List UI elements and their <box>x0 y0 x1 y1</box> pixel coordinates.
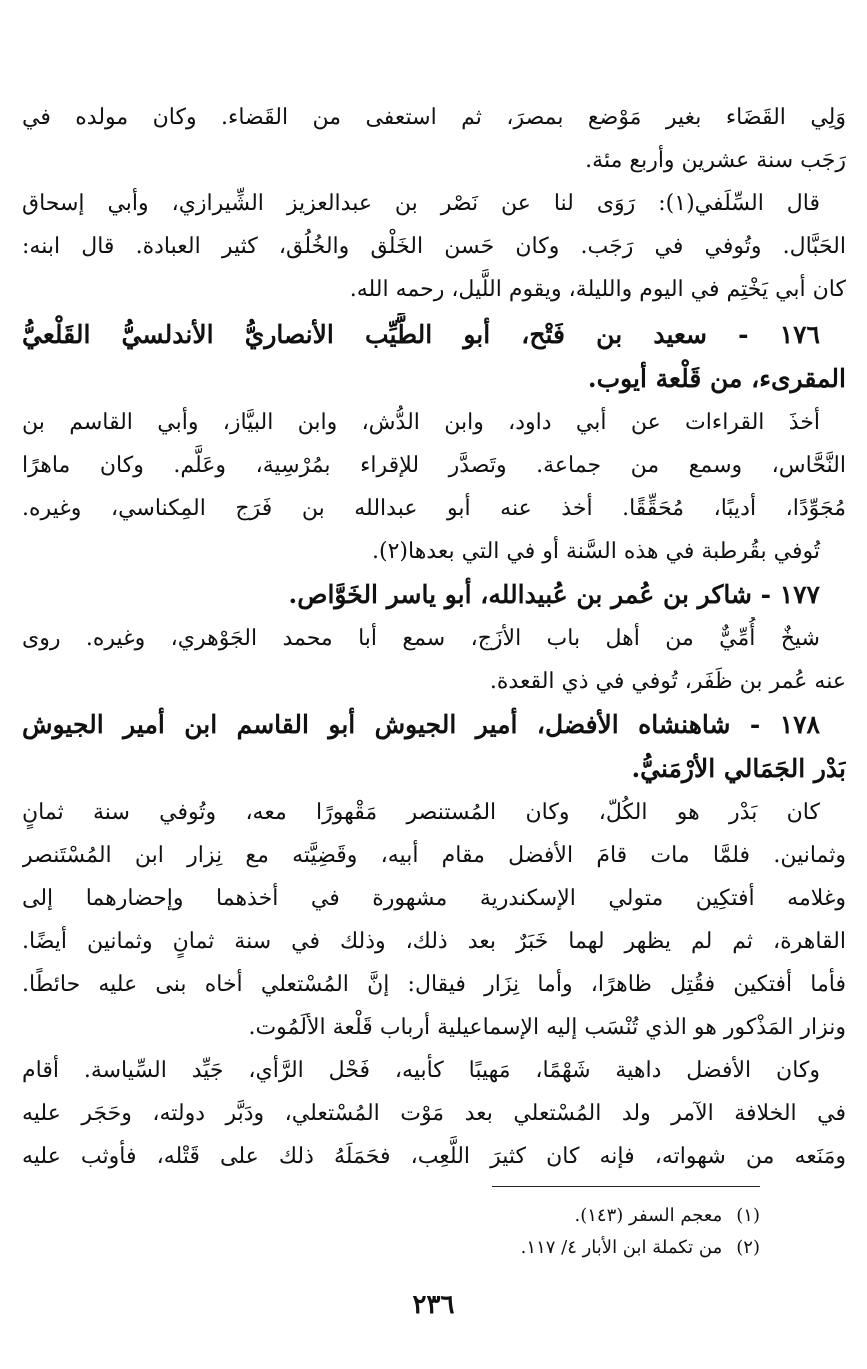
entry-heading-line: ١٧٦ - سعيد بن فَتْح، أبو الطَّيِّب الأنصاريُّ الأندلسيُّ القَلْعيُّ <box>22 320 820 349</box>
footnote-number: (١) <box>736 1205 760 1226</box>
text-line: وَلِي القَضَاء بغير مَوْضع بمصرَ، ثم استعفى من القَضاء. وكان مولده في <box>22 105 846 130</box>
footnote-text: من تكملة ابن الأبار ٤/ ١١٧. <box>520 1237 723 1258</box>
text-line: الحَبَّال. وتُوفي في رَجَب. وكان حَسن الخَلْق والخُلُق، كثير العبادة. قال ابنه: <box>22 234 846 259</box>
text-line: القاهرة، ثم لم يظهر لهما خَبَرٌ بعد ذلك، وذلك في سنة ثمانٍ وثمانين أيضًا. <box>22 929 846 954</box>
text-line: ومَنَعه من شهواته، فإنه كان كثيرَ اللَّعِب، فحَمَلَهُ ذلك على قَتْله، فأوثب عليه <box>22 1144 846 1169</box>
text-line: أخذَ القراءات عن أبي داود، وابن الدُّش، وابن البيَّاز، وأبي القاسم بن <box>22 410 820 435</box>
footnotes <box>360 1200 760 1264</box>
footnote-separator <box>492 1186 760 1187</box>
footnote-number: (٢) <box>736 1237 760 1258</box>
footnote-2 <box>360 1232 760 1264</box>
text-line: شيخٌ أُمِّيٌّ من أهل باب الأزَج، سمع أبا محمد الجَوْهري، وغيره. روى <box>22 626 820 651</box>
page-number: ٢٣٦ <box>412 1290 455 1320</box>
entry-heading-line: ١٧٧ - شاكر بن عُمر بن عُبيدالله، أبو ياسر الخَوَّاص. <box>288 580 820 609</box>
text-line: كان بَدْر هو الكُلّ، وكان المُستنصر مَقْهورًا معه، وتُوفي سنة ثمانٍ <box>22 800 820 825</box>
text-line: وغلامه أفتكِين متولي الإسكندرية مشهورة في أخذهما وإحضارهما إلى <box>22 886 846 911</box>
entry-heading-line: بَدْر الجَمَالي الأرْمَنيُّ. <box>631 754 846 783</box>
entry-heading-line: المقرىء، من قَلْعة أيوب. <box>587 364 846 393</box>
text-line: ونزار المَذْكور هو الذي تُنْسَب إليه الإسماعيلية أرباب قَلْعة الألَمُوت. <box>248 1015 846 1040</box>
text-line: رَجَب سنة عشرين وأربع مئة. <box>585 148 846 173</box>
text-line: النَّحَّاس، وسمع من جماعة. وتَصدَّر للإقراء بمُرْسِية، وعَلَّم. وكان ماهرًا <box>22 453 846 478</box>
text-line: مُجَوِّدًا، أديبًا، مُحَقِّقًا. أخذ عنه أبو عبدالله بن فَرَج المِكناسي، وغيره. <box>22 496 846 521</box>
text-line: عنه عُمر بن ظَفَر، تُوفي في ذي القعدة. <box>489 669 846 694</box>
text-line: فأما أفتكين فقُتِل ظاهرًا، وأما نِزَار فيقال: إنَّ المُسْتعلي أخاه بنى عليه حائطًا. <box>22 972 846 997</box>
text-line: تُوفي بقُرطبة في هذه السَّنة أو في التي بعدها(٢). <box>372 539 820 564</box>
text-line: وثمانين. فلمَّا مات قامَ الأفضل مقام أبيه، وقَضِيَّته مع نِزار ابن المُسْتَنصر <box>22 843 846 868</box>
main-text <box>22 96 846 1178</box>
footnote-1 <box>360 1200 760 1232</box>
entry-heading-line: ١٧٨ - شاهنشاه الأفضل، أمير الجيوش أبو القاسم ابن أمير الجيوش <box>22 710 820 739</box>
text-line: كان أبي يَخْتِم في اليوم والليلة، ويقوم اللَّيل، رحمه الله. <box>349 277 846 302</box>
text-line: وكان الأفضل داهية شَهْمًا، مَهيبًا كأبيه، فَحْل الرَّأي، جَيِّد السِّياسة. أقام <box>22 1058 820 1083</box>
text-line: في الخلافة الآمر ولد المُسْتعلي بعد مَوْت المُسْتعلي، ودَبَّر دولته، وحَجَر عليه <box>22 1101 846 1126</box>
footnote-text: معجم السفر (١٤٣). <box>574 1205 723 1226</box>
text-line: قال السِّلَفي(١): رَوَى لنا عن نَصْر بن عبدالعزيز الشِّيرازي، وأبي إسحاق <box>22 191 820 216</box>
